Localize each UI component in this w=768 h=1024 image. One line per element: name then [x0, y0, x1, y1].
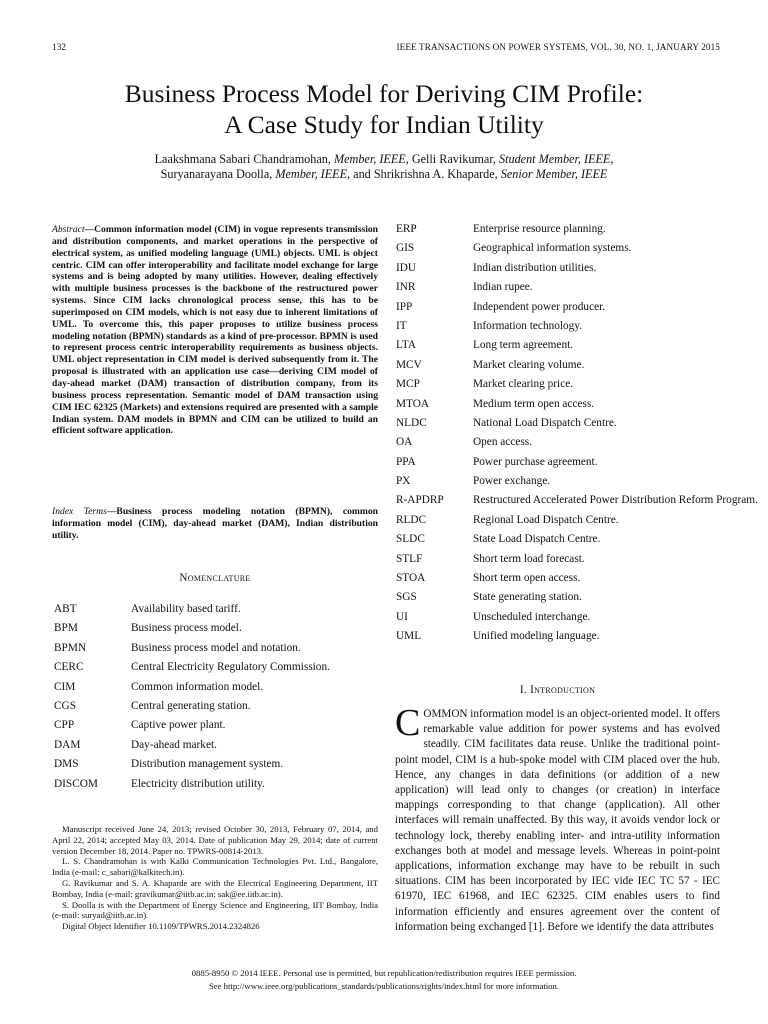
nomenclature-abbreviation: ERP: [396, 223, 417, 235]
nomenclature-abbreviation: OA: [396, 436, 413, 449]
nomenclature-row: [396, 338, 758, 357]
copyright-line-2: See http://www.ieee.org/publications_standards/publications/rights/index.html for more information.: [208, 980, 560, 991]
nomenclature-row: [54, 621, 330, 640]
nomenclature-definition: Restructured Accelerated Power Distribution Reform Program.: [473, 494, 758, 507]
nomenclature-abbreviation: IT: [396, 319, 407, 332]
nomenclature-row: [396, 532, 758, 551]
nomenclature-definition: Electricity distribution utility.: [131, 777, 265, 790]
nomenclature-row: [396, 474, 758, 493]
nomenclature-abbreviation: STOA: [396, 572, 426, 585]
nomenclature-definition: Geographical information systems.: [473, 242, 632, 255]
copyright-line-1: 0885-8950 © 2014 IEEE. Personal use is permitted, but republication/redistribution requires IEEE permission.: [191, 968, 577, 978]
nomenclature-definition: Common information model.: [131, 680, 264, 693]
nomenclature-row: [54, 602, 330, 621]
nomenclature-abbreviation: CERC: [54, 661, 84, 674]
nomenclature-row: [396, 571, 758, 590]
author-list: [60, 152, 708, 182]
nomenclature-heading: Nomenclature: [179, 572, 251, 584]
author-3-role: Member, IEEE,: [275, 167, 351, 181]
nomenclature-row: [54, 757, 330, 776]
nomenclature-row: [396, 552, 758, 571]
nomenclature-definition: Market clearing volume.: [473, 358, 585, 371]
nomenclature-abbreviation: DAM: [54, 738, 81, 751]
introduction-heading: [395, 684, 720, 696]
nomenclature-abbreviation: IPP: [396, 300, 413, 313]
nomenclature-definition: Power exchange.: [473, 475, 551, 488]
nomenclature-definition: Indian rupee.: [473, 281, 533, 294]
footnote-doi: Digital Object Identifier 10.1109/TPWRS.2014.2324826: [62, 921, 260, 932]
nomenclature-row: [396, 513, 758, 532]
index-terms: [52, 506, 378, 542]
nomenclature-definition: Central Electricity Regulatory Commission.: [131, 661, 330, 674]
nomenclature-abbreviation: DMS: [54, 758, 79, 771]
introduction-number: I.: [519, 684, 527, 696]
nomenclature-definition: Distribution management system.: [131, 758, 284, 771]
nomenclature-definition: State generating station.: [473, 591, 582, 604]
nomenclature-row: [54, 718, 330, 737]
nomenclature-definition: Power purchase agreement.: [473, 455, 598, 468]
drop-cap: C: [395, 702, 421, 744]
nomenclature-abbreviation: CGS: [54, 699, 76, 712]
nomenclature-definition: Short term load forecast.: [473, 552, 585, 565]
nomenclature-row: [396, 280, 758, 299]
nomenclature-row: [396, 241, 758, 260]
nomenclature-row: [396, 493, 758, 512]
nomenclature-definition: Captive power plant.: [131, 719, 226, 732]
nomenclature-abbreviation: LTA: [396, 339, 417, 352]
nomenclature-row: [396, 358, 758, 377]
index-terms-body: —Business process modeling notation (BPMN), common information model (CIM), day-ahead market (DAM), Indian distribution utility.: [52, 506, 378, 541]
nomenclature-abbreviation: IDU: [396, 261, 417, 274]
nomenclature-abbreviation: INR: [396, 281, 416, 294]
introduction-body: [395, 702, 720, 935]
nomenclature-abbreviation: PX: [396, 475, 411, 488]
nomenclature-abbreviation: DISCOM: [54, 777, 98, 790]
nomenclature-definition: Business process model and notation.: [131, 641, 301, 654]
nomenclature-definition: Market clearing price.: [473, 378, 574, 391]
nomenclature-definition: Enterprise resource planning.: [473, 223, 606, 235]
nomenclature-row: [396, 610, 758, 629]
footnote-author-3: S. Doolla is with the Department of Energy Science and Engineering, IIT Bombay, India (e-mail: suryad@iitb.ac.in).: [52, 899, 378, 921]
nomenclature-abbreviation: BPMN: [54, 641, 87, 654]
author-1-name: Laakshmana Sabari Chandramohan,: [154, 152, 331, 166]
nomenclature-abbreviation: UI: [396, 610, 408, 623]
nomenclature-row: [396, 377, 758, 396]
author-conjunction: and: [353, 167, 371, 181]
nomenclature-row: [396, 300, 758, 319]
nomenclature-row: [396, 455, 758, 474]
nomenclature-definition: State Load Dispatch Centre.: [473, 533, 601, 546]
nomenclature-row: [396, 629, 758, 648]
nomenclature-abbreviation: CIM: [54, 680, 76, 693]
index-terms-lead: Index Terms: [52, 506, 107, 517]
nomenclature-definition: Medium term open access.: [473, 397, 595, 410]
nomenclature-row: [396, 261, 758, 280]
nomenclature-definition: Open access.: [473, 436, 532, 449]
nomenclature-row: [396, 416, 758, 435]
paper-title: [0, 78, 768, 140]
nomenclature-row: [54, 738, 330, 757]
nomenclature-row: [54, 699, 330, 718]
introduction-text: OMMON information model is an object-oriented model. It offers remarkable value addition for power systems and has evolved steadily. CIM facilitates data reuse. Unlike the traditional point-point model, CIM is a hub-spoke model with CIM placed over the hub. Hence, any changes in data definitions (or addition of a new application) will lead only to changes (or creation) in interface mappings corresponding to that change (application). All other interfaces will remain unaffected. By this way, it avoids vendor lock or technology lock, thereby enabling inter- and intra-utility information exchanges both at model and message levels. Whereas in point-point applications, information exchange may have to be rebuilt in such situations. CIM has been incorporated by IEC vide IEC TC 57 - IEC 61970, IEC 61968, and IEC 62325. CIM enables users to find information efficiently and ensures agreement over the content of information being exchanged [1]. Before we identify the data attributes: [395, 708, 720, 933]
abstract-body: —Common information model (CIM) in vogue represents transmission and distribution components, and market operations in the perspective of electrical system, as unified modeling language (UML) objects. UML is object centric. CIM can offer interoperability and facilitate model exchange for large systems and is being adopted by many utilities. However, dealing effectively with multiple business processes is the backbone of the restructured power systems. Since CIM lacks chronological process sense, this has to be superimposed on CIM models, which is not easy due to inherent limitations of UML. To overcome this, this paper proposes to utilize business process modeling notation (BPMN) standards as a kind of pre-processor. BPMN is used to represent process centric interoperability requirements as business objects. UML object representation in CIM model is derived subsequently from it. The proposal is illustrated with an application use case—deriving CIM model of day-ahead market (DAM) transaction of distribution company, from its business process representation. Semantic model of DAM transaction using CIM IEC 62325 (Markets) and extensions required are presented with a sample Indian system. DAM models in BPMN and CIM can be utilized to build an efficient software application.: [52, 224, 378, 437]
author-2-name: Gelli Ravikumar,: [411, 152, 496, 166]
nomenclature-definition: Long term agreement.: [473, 339, 574, 352]
nomenclature-row: [396, 319, 758, 338]
nomenclature-definition: Day-ahead market.: [131, 738, 217, 751]
author-1-role: Member, IEEE,: [333, 152, 409, 166]
nomenclature-definition: Availability based tariff.: [131, 603, 241, 615]
nomenclature-definition: Independent power producer.: [473, 300, 606, 313]
nomenclature-abbreviation: R-APDRP: [396, 494, 444, 507]
nomenclature-abbreviation: RLDC: [396, 513, 427, 526]
author-4-name: Shrikrishna A. Khaparde,: [373, 167, 498, 181]
nomenclature-row: [54, 641, 330, 660]
nomenclature-row: [54, 660, 330, 679]
journal-header: IEEE TRANSACTIONS ON POWER SYSTEMS, VOL. 30, NO. 1, JANUARY 2015: [396, 42, 720, 52]
nomenclature-abbreviation: NLDC: [396, 416, 427, 429]
footnotes: [52, 824, 378, 932]
nomenclature-definition: Indian distribution utilities.: [473, 261, 597, 274]
nomenclature-definition: Regional Load Dispatch Centre.: [473, 513, 619, 526]
footnote-manuscript: Manuscript received June 24, 2013; revised October 30, 2013, February 07, 2014, and April 22, 2014; accepted May 03, 2014. Date of publication May 29, 2014; date of current version December 18, 2014. Paper no. TPWRS-00814-2013.: [52, 824, 378, 856]
nomenclature-definition: Unscheduled interchange.: [473, 610, 591, 623]
nomenclature-abbreviation: UML: [396, 630, 422, 643]
page-number: 132: [52, 42, 67, 52]
nomenclature-row: [54, 680, 330, 699]
nomenclature-table-right: [396, 222, 758, 649]
nomenclature-abbreviation: PPA: [396, 455, 416, 468]
abstract-lead: Abstract: [52, 224, 85, 235]
nomenclature-abbreviation: CPP: [54, 719, 75, 732]
footnote-author-2-4: G. Ravikumar and S. A. Khaparde are with the Electrical Engineering Department, IIT Bombay, India (e-mail: gravikumar@iitb.ac.in; sak@ee.iitb.ac.in).: [52, 877, 378, 899]
footnote-author-1: L. S. Chandramohan is with Kalki Communication Technologies Pvt. Ltd., Bangalore, India (e-mail: c_sabari@kalkitech.in).: [52, 856, 378, 878]
nomenclature-row: [396, 222, 758, 241]
title-line-2: A Case Study for Indian Utility: [224, 110, 544, 139]
abstract: [52, 224, 378, 437]
nomenclature-row: [396, 435, 758, 454]
nomenclature-abbreviation: MCV: [396, 358, 422, 371]
nomenclature-abbreviation: STLF: [396, 552, 423, 565]
nomenclature-table-left: [54, 602, 330, 796]
nomenclature-abbreviation: SLDC: [396, 533, 425, 546]
nomenclature-abbreviation: GIS: [396, 242, 415, 255]
nomenclature-abbreviation: MTOA: [396, 397, 430, 410]
nomenclature-row: [396, 397, 758, 416]
author-4-role: Senior Member, IEEE: [500, 167, 608, 181]
copyright-notice: [0, 967, 768, 992]
nomenclature-definition: Unified modeling language.: [473, 630, 600, 643]
nomenclature-abbreviation: SGS: [396, 591, 417, 604]
nomenclature-abbreviation: BPM: [54, 622, 78, 635]
introduction-title: Introduction: [530, 684, 596, 696]
author-2-role: Student Member, IEEE,: [499, 152, 614, 166]
nomenclature-row: [54, 777, 330, 796]
nomenclature-definition: National Load Dispatch Centre.: [473, 416, 617, 429]
title-line-1: Business Process Model for Deriving CIM Profile:: [124, 79, 644, 108]
nomenclature-definition: Short term open access.: [473, 572, 581, 585]
nomenclature-definition: Central generating station.: [131, 699, 251, 712]
author-3-name: Suryanarayana Doolla,: [160, 167, 273, 181]
nomenclature-definition: Information technology.: [473, 319, 583, 332]
nomenclature-abbreviation: MCP: [396, 378, 420, 391]
nomenclature-abbreviation: ABT: [54, 603, 77, 615]
nomenclature-row: [396, 590, 758, 609]
nomenclature-definition: Business process model.: [131, 622, 242, 635]
